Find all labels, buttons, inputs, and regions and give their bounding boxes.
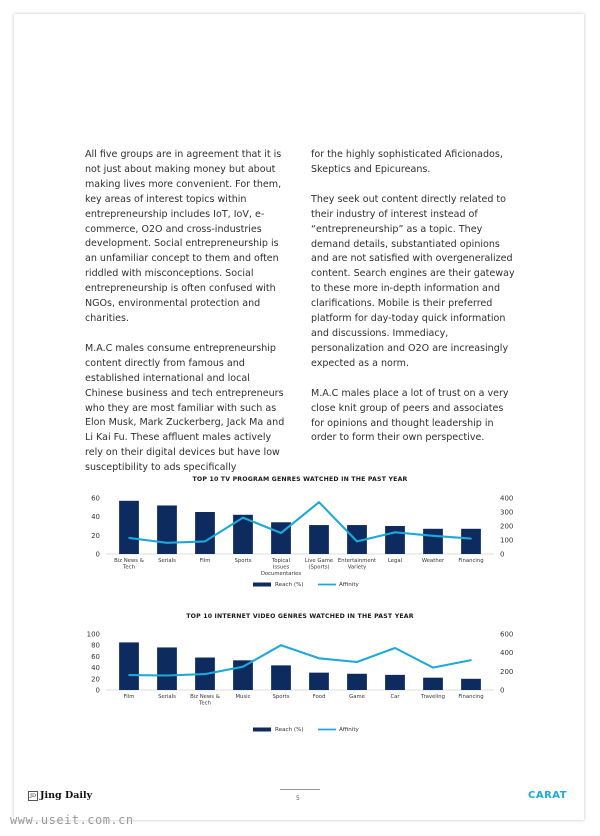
category-label: Entertainment Variety [337,558,377,571]
category-label: Game [349,694,365,700]
paragraph: M.A.C males place a lot of trust on a very close knit group of peers and associates for opinions and thought leadership in order to form their own perspective. [311,387,509,444]
affinity-point [166,675,168,677]
category-label: Sports [272,694,290,700]
affinity-point [204,673,206,675]
carat-logo: CARAT [528,790,568,801]
y-left-tick-label: 20 [91,675,100,684]
legend-reach-label: Reach (%) [275,727,304,733]
category-label: Sports [234,558,252,564]
category-label: Live Game (Sports) [304,558,334,571]
affinity-point [356,541,358,543]
affinity-point [242,517,244,519]
y-right-tick-label: 200 [500,522,514,531]
category-label: Car [390,694,400,700]
y-left-tick-label: 40 [91,664,100,673]
paragraph: for the highly sophisticated Aficionados, Skeptics and Epicureans. [311,149,503,175]
y-left-tick-label: 80 [91,641,100,650]
tv-genres-chart [60,472,540,597]
y-left-tick-label: 40 [91,513,100,522]
paragraph: They seek out content directly related to their industry of interest instead of “entrepreneurship” as a topic. They demand details, substantiated opinions and are not satisfied with overgeneralized content. Search engines are their gateway to these more in-depth information and clarifications. Mobile is their preferred platform for day-today quick information and discussions. Immediacy, personalization and O2O are increasingly expected as a norm. [311,193,515,369]
bar [423,678,443,690]
category-label: Biz News & Tech [114,558,144,571]
internet-video-genres-chart-svg [60,610,540,740]
bar [233,660,253,690]
y-right-tick-label: 400 [500,649,514,658]
affinity-point [128,537,130,539]
bar [461,529,481,554]
chart-title: TOP 10 TV PROGRAM GENRES WATCHED IN THE PAST YEAR [192,476,408,483]
legend-reach-swatch [253,728,271,732]
right-column [311,148,516,461]
y-left-tick-label: 0 [95,550,100,559]
category-label: Traveling [421,694,445,700]
y-left-tick-label: 100 [86,630,100,639]
paragraph: All five groups are in agreement that it is not just about making money but about making lives more convenient. For them, key areas of interest topics within entrepreneurship includes IoT, IoV, e-commerce, O2O and cross-industries development. Social entrepreneurship is an unfamiliar concept to them and often riddled with misconceptions. Social entrepreneurship is often confused with NGOs, environmental protection and charities. [85,149,282,324]
affinity-line [129,645,471,675]
affinity-point [394,532,396,534]
affinity-point [128,674,130,676]
legend-reach-swatch [253,583,271,587]
y-right-tick-label: 0 [500,550,505,559]
category-label: Topical Issues Documentaries [260,558,302,577]
affinity-point [470,538,472,540]
category-label: Serials [158,694,176,700]
paragraph: M.A.C males consume entrepreneurship content directly from famous and established international and local Chinese business and tech entrepreneurs who they are most familiar with such as Elon Musk, Mark Zuckerberg, Jack Ma and Li Kai Fu. These affluent males actively rely on their digital devices but have low susceptibility to ads specifically [85,342,285,474]
category-label: Serials [158,558,176,564]
y-right-tick-label: 200 [500,667,514,676]
affinity-point [432,535,434,537]
bar [157,505,177,554]
legend-reach-label: Reach (%) [275,582,304,588]
legend-affinity-label: Affinity [339,582,359,588]
jing-daily-logo [28,790,92,801]
bar [347,674,367,690]
jing-daily-logo-text: Jing Daily [40,790,93,801]
affinity-point [356,661,358,663]
affinity-point [432,667,434,669]
y-right-tick-label: 100 [500,536,514,545]
bar [385,675,405,690]
category-label: Music [235,694,251,700]
page-number: 5 [296,795,300,802]
bar [195,512,215,554]
y-left-tick-label: 60 [91,494,100,503]
bar [423,529,443,554]
affinity-point [318,501,320,503]
category-label: Food [312,694,326,700]
affinity-point [204,541,206,543]
bar [271,665,291,690]
category-label: Film [199,558,211,564]
category-label: Film [123,694,135,700]
tv-genres-chart-svg [60,472,540,597]
y-right-tick-label: 300 [500,508,514,517]
affinity-point [318,657,320,659]
y-left-tick-label: 60 [91,652,100,661]
category-label: Financing [458,558,484,564]
bar [119,501,139,554]
affinity-point [470,659,472,661]
bar [119,642,139,690]
bar [157,647,177,690]
affinity-point [280,644,282,646]
y-right-tick-label: 400 [500,494,514,503]
bar [461,679,481,690]
category-label: Weather [421,558,445,564]
category-label: Biz News & Tech [190,694,220,707]
affinity-point [394,647,396,649]
affinity-point [280,532,282,534]
watermark: www.useit.com.cn [10,813,134,827]
affinity-point [242,666,244,668]
legend-affinity-label: Affinity [339,727,359,733]
affinity-line [129,502,471,543]
bar [385,526,405,554]
y-left-tick-label: 0 [95,686,100,695]
category-label: Financing [458,694,484,700]
affinity-point [166,542,168,544]
category-label: Legal [387,558,403,564]
chart-title: TOP 10 INTERNET VIDEO GENRES WATCHED IN THE PAST YEAR [186,613,414,620]
left-column [85,148,290,491]
bar [309,525,329,554]
y-right-tick-label: 600 [500,630,514,639]
y-left-tick-label: 20 [91,531,100,540]
internet-video-genres-chart [60,610,540,740]
bar [309,673,329,690]
page-number-rule [280,789,320,790]
y-right-tick-label: 0 [500,686,505,695]
jing-daily-mark-icon: JD [29,792,36,799]
